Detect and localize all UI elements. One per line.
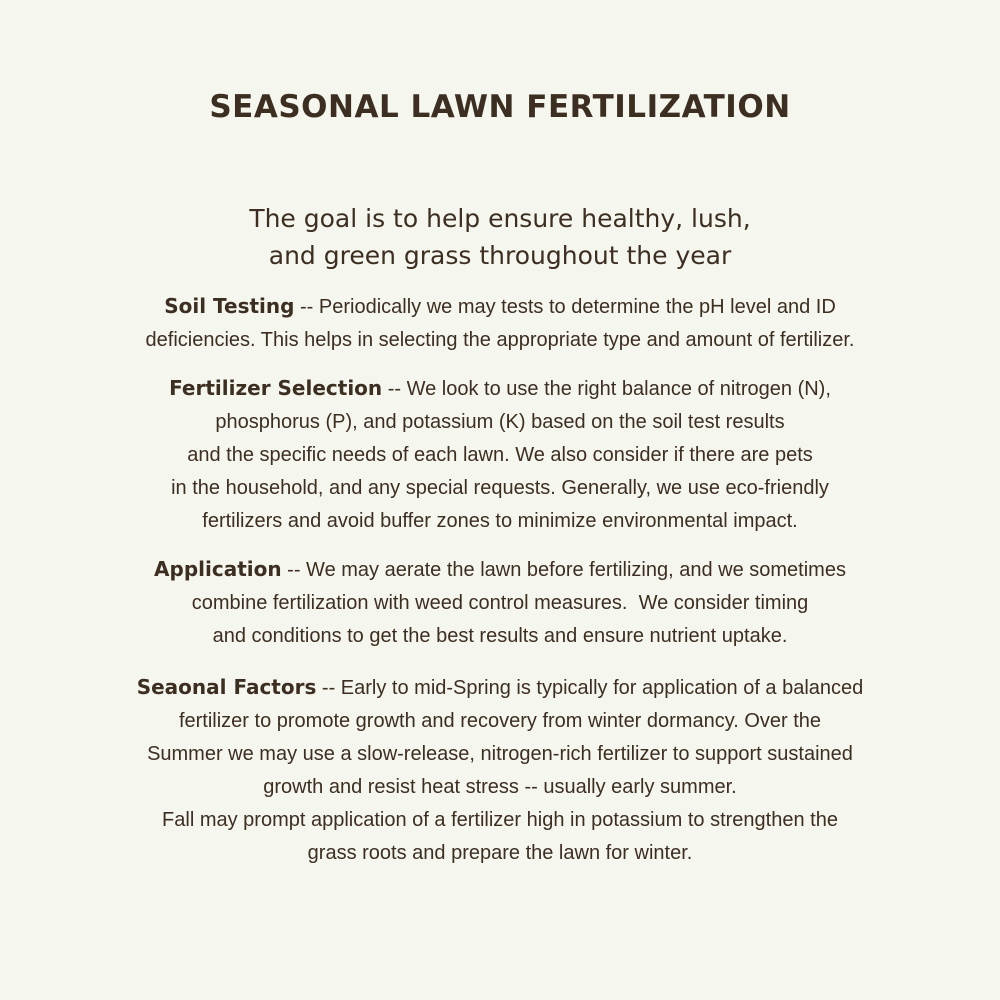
section-heading: Soil Testing (164, 294, 295, 318)
page-title: SEASONAL LAWN FERTILIZATION (209, 89, 791, 125)
section-line (0, 553, 1000, 587)
section-line: and the specific needs of each lawn. We also consider if there are pets (187, 444, 813, 466)
section-line: phosphorus (P), and potassium (K) based on the soil test results (215, 411, 785, 433)
section-line (0, 290, 1000, 324)
subtitle-line: and green grass throughout the year (268, 241, 732, 270)
section-heading: Application (154, 557, 282, 581)
section-text: -- We look to use the right balance of nitrogen (N), (382, 378, 831, 400)
section-heading: Fertilizer Selection (169, 376, 383, 400)
section-line: and conditions to get the best results and ensure nutrient uptake. (212, 625, 788, 647)
section-line (0, 671, 1000, 705)
subtitle-line: The goal is to help ensure healthy, lush, (249, 204, 751, 233)
section-line: fertilizers and avoid buffer zones to minimize environmental impact. (202, 510, 798, 532)
section-line: combine fertilization with weed control measures. We consider timing (191, 592, 809, 614)
section-line: fertilizer to promote growth and recovery from winter dormancy. Over the (178, 710, 822, 732)
seasonal-factors-section (0, 671, 1000, 870)
section-line (0, 372, 1000, 406)
fertilizer-selection-section (0, 372, 1000, 538)
section-line: growth and resist heat stress -- usually early summer. (263, 776, 737, 798)
section-heading: Seaonal Factors (136, 675, 317, 699)
section-line: Fall may prompt application of a fertilizer high in potassium to strengthen the (162, 809, 838, 831)
section-line: grass roots and prepare the lawn for winter. (307, 842, 693, 864)
application-section (0, 553, 1000, 653)
section-text: -- We may aerate the lawn before fertilizing, and we sometimes (281, 559, 846, 581)
section-line: Summer we may use a slow-release, nitrogen-rich fertilizer to support sustained (147, 743, 853, 765)
section-text: -- Early to mid-Spring is typically for application of a balanced (316, 677, 864, 699)
soil-testing-section (0, 290, 1000, 357)
section-line: deficiencies. This helps in selecting the appropriate type and amount of fertilizer. (145, 329, 855, 351)
section-line: in the household, and any special requests. Generally, we use eco-friendly (171, 477, 829, 499)
section-text: -- Periodically we may tests to determine the pH level and ID (294, 296, 836, 318)
subtitle (0, 200, 1000, 274)
